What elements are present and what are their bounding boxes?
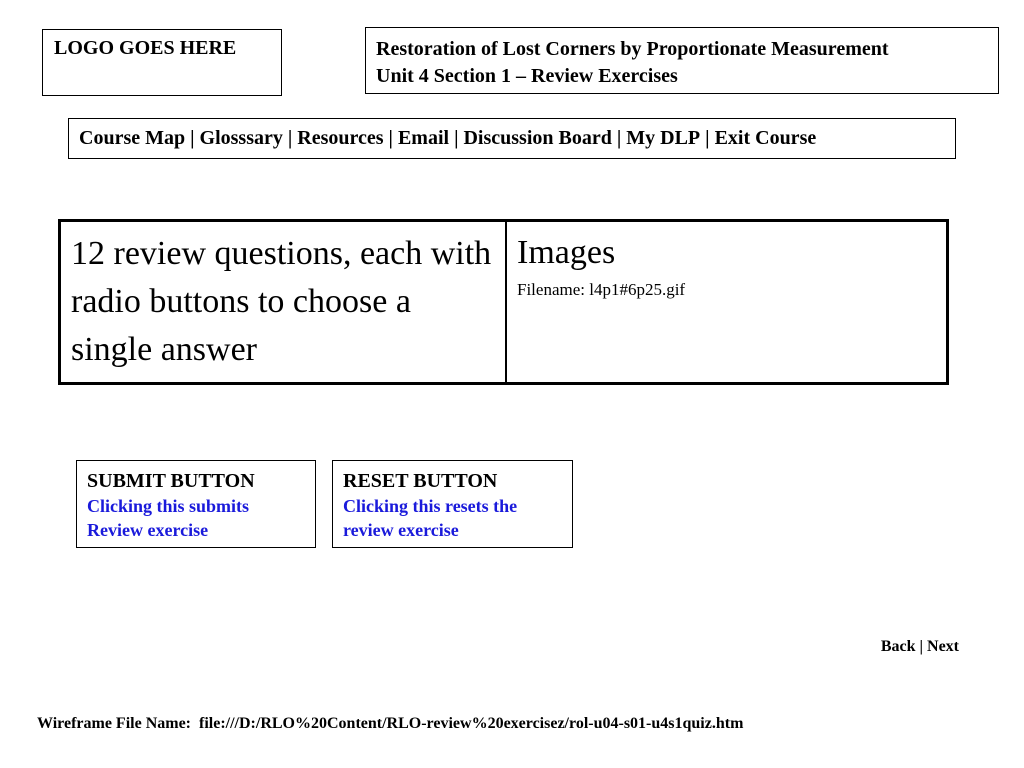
course-title-box — [365, 27, 999, 94]
nav-resources[interactable]: Resources — [297, 127, 384, 149]
questions-cell — [60, 221, 507, 384]
course-title: Restoration of Lost Corners by Proportionate Measurement — [376, 38, 889, 60]
content-table — [58, 219, 949, 385]
questions-description: 12 review questions, each with radio buttons to choose a single answer — [71, 235, 492, 368]
nav-glossary[interactable]: Glosssary — [199, 127, 283, 149]
section-title: Unit 4 Section 1 – Review Exercises — [376, 65, 678, 87]
submit-button-description: Clicking this submits Review exercise — [87, 496, 250, 540]
nav-separator: | — [454, 127, 459, 149]
logo-text: LOGO GOES HERE — [54, 37, 237, 59]
nav-email[interactable]: Email — [397, 127, 450, 149]
reset-button[interactable] — [332, 460, 573, 548]
submit-button[interactable] — [76, 460, 316, 548]
nav-exit-course[interactable]: Exit Course — [714, 127, 817, 149]
reset-button-description: Clicking this resets the review exercise — [343, 496, 518, 540]
image-filename: Filename: l4p1#6p25.gif — [517, 280, 686, 299]
reset-button-label: RESET BUTTON — [343, 470, 498, 492]
nav-course-map[interactable]: Course Map — [79, 127, 186, 149]
nav-separator: | — [190, 127, 195, 149]
submit-button-label: SUBMIT BUTTON — [87, 470, 255, 492]
nav-my-dlp[interactable]: My DLP — [626, 127, 701, 149]
next-link[interactable]: Next — [927, 638, 959, 655]
images-title: Images — [517, 234, 616, 271]
nav-separator: | — [388, 127, 393, 149]
nav-discussion-board[interactable]: Discussion Board — [463, 127, 612, 149]
navigation-bar — [68, 118, 956, 159]
wireframe-filename: Wireframe File Name: file:///D:/RLO%20Content/RLO-review%20exercisez/rol-u04-s01-u4s1quiz.htm — [37, 715, 744, 732]
images-cell — [506, 221, 948, 384]
logo-placeholder — [42, 29, 282, 96]
nav-separator: | — [616, 127, 622, 149]
nav-separator: | — [287, 127, 293, 149]
nav-separator: | — [705, 127, 710, 149]
pager-separator: | — [919, 638, 924, 655]
back-link[interactable]: Back — [880, 638, 916, 655]
pager — [860, 638, 959, 656]
